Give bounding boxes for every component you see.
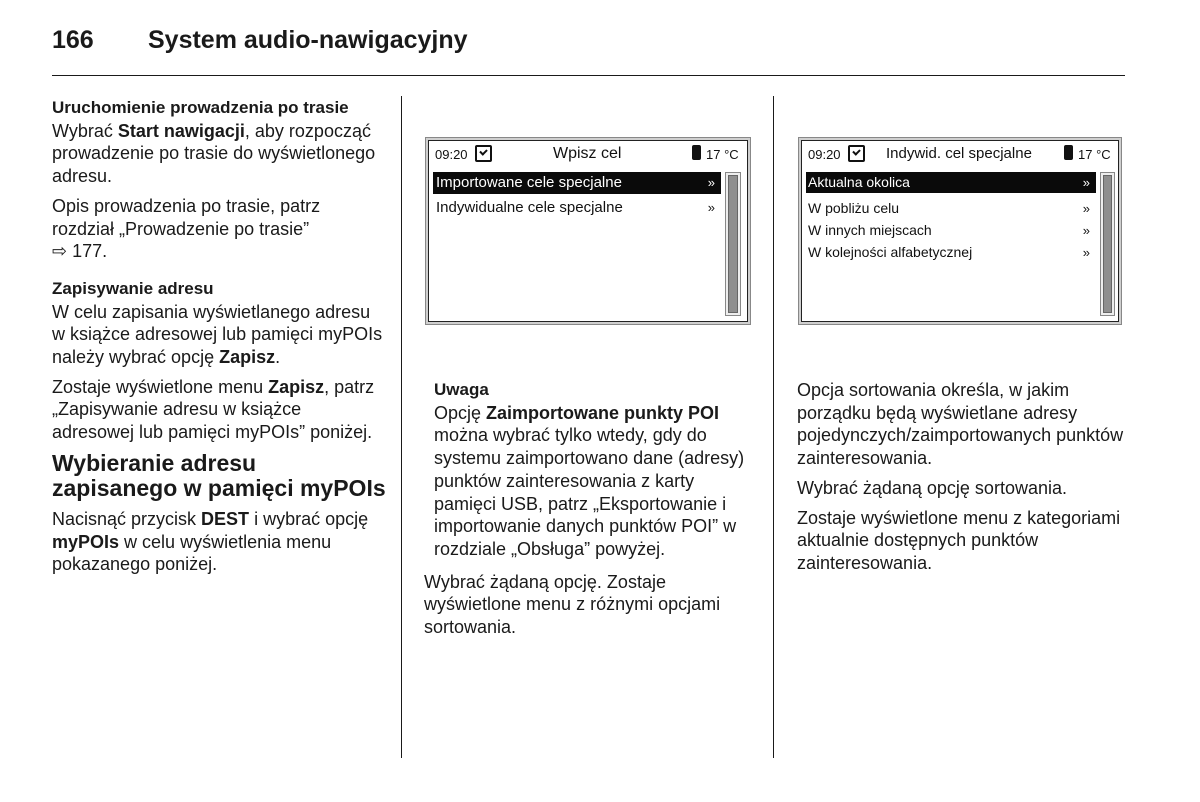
screen-status-bar — [429, 141, 747, 167]
page-title: System audio-nawigacyjny — [148, 26, 468, 54]
screen-title: Indywid. cel specjalne — [886, 145, 1032, 162]
menu-item-alfabetycznie[interactable] — [806, 242, 1096, 263]
menu-item-label: Indywidualne cele specjalne — [436, 199, 623, 216]
bold-term: myPOIs — [52, 531, 120, 552]
column-divider-2 — [773, 96, 774, 758]
column-2 — [424, 379, 759, 646]
menu-item-label: W kolejności alfabetycznej — [808, 244, 973, 260]
note-box — [424, 379, 759, 561]
paragraph-category-menu: Zostaje wyświetlone menu z kategoriami aktualnie dostępnych punktów zainteresowania. — [797, 507, 1121, 573]
screen-status-bar — [802, 141, 1118, 167]
column-divider-1 — [401, 96, 402, 758]
menu-item-label: W innych miejscach — [808, 222, 932, 238]
scrollbar-thumb[interactable] — [728, 175, 738, 313]
scrollbar[interactable] — [725, 172, 741, 316]
menu-item-label: Aktualna okolica — [808, 174, 910, 190]
chevron-right-icon: » — [1082, 245, 1090, 260]
text: Opcję — [434, 402, 487, 423]
text: Zostaje wyświetlone menu — [52, 376, 269, 397]
text: . — [275, 347, 281, 368]
bold-term: Start nawigacji — [117, 120, 245, 141]
page-header — [52, 26, 468, 55]
paragraph-save — [52, 301, 387, 369]
text: można wybrać tylko wtedy, gdy do systemu zaimportowano dane (adresy) punktów zainteresowania z karty pamięci USB, patrz „Eksportowanie i importowanie danych punktów POI” w rozdziale „Obsługa” powyżej. — [434, 425, 745, 559]
column-1 — [52, 97, 387, 583]
chevron-right-icon: » — [1082, 175, 1090, 190]
menu-item-indywidualne[interactable] — [433, 197, 721, 219]
scrollbar[interactable] — [1100, 172, 1115, 316]
note-text — [434, 402, 759, 561]
text: , patrz „Zapisywanie adresu w książce adresowej lub pamięci myPOIs” poniżej. — [52, 376, 375, 443]
bold-term: Zapisz — [219, 347, 276, 368]
bold-term: DEST — [201, 508, 250, 529]
screen-indywid-cel — [801, 140, 1119, 322]
chevron-right-icon: » — [707, 175, 715, 190]
paragraph-route-reference — [52, 195, 387, 263]
thermometer-icon — [1064, 145, 1073, 160]
text: i wybrać opcję — [249, 508, 369, 529]
screen-title: Wpisz cel — [553, 145, 622, 162]
text: W celu zapisania wyświetlanego adresu w książce adresowej lub pamięci myPOIs należy wybrać opcję — [52, 301, 383, 368]
screen-temperature: 17 °C — [1078, 147, 1111, 162]
page-reference: 177. — [72, 241, 108, 262]
chevron-right-icon: » — [1082, 223, 1090, 238]
clock-icon — [475, 145, 492, 162]
screen-temperature: 17 °C — [706, 147, 739, 162]
paragraph-select-option: Wybrać żądaną opcję. Zostaje wyświetlone menu z różnymi opcjami sortowania. — [424, 571, 721, 638]
chevron-right-icon: » — [707, 200, 715, 215]
thermometer-icon — [692, 145, 701, 160]
text: w celu wyświetlenia menu pokazanego poniżej. — [52, 531, 332, 575]
text: Nacisnąć przycisk — [52, 508, 202, 529]
header-rule — [52, 75, 1125, 76]
screen-wpisz-cel — [428, 140, 748, 322]
menu-item-label: Importowane cele specjalne — [436, 174, 622, 191]
text: Opis prowadzenia po trasie, patrz rozdział „Prowadzenie po trasie” — [52, 195, 321, 239]
menu-item-aktualna-okolica[interactable] — [806, 172, 1096, 193]
menu-item-w-poblizu[interactable] — [806, 198, 1096, 219]
screen-time: 09:20 — [435, 147, 468, 162]
paragraph-select-sort: Wybrać żądaną opcję sortowania. — [797, 477, 1067, 498]
heading-mypois: Wybieranie adresu zapisanego w pamięci myPOIs — [52, 449, 386, 501]
bold-term: Zapisz — [268, 376, 325, 397]
text: Wybrać — [52, 120, 118, 141]
menu-item-importowane[interactable] — [433, 172, 721, 194]
heading-route-guidance: Uruchomienie prowadzenia po trasie — [52, 98, 349, 117]
paragraph-save-menu — [52, 376, 387, 444]
page-number: 166 — [52, 26, 94, 54]
chevron-right-icon: » — [1082, 201, 1090, 216]
bold-term: Zaimportowane punkty POI — [486, 402, 720, 423]
column-3 — [797, 379, 1125, 582]
heading-save-address: Zapisywanie adresu — [52, 278, 214, 298]
menu-item-label: W pobliżu celu — [808, 200, 900, 216]
clock-icon — [848, 145, 865, 162]
note-title: Uwaga — [434, 380, 489, 399]
screen-time: 09:20 — [808, 147, 841, 162]
menu-item-w-innych[interactable] — [806, 220, 1096, 241]
scrollbar-thumb[interactable] — [1103, 175, 1112, 313]
paragraph-dest — [52, 508, 387, 576]
arrow-right-icon: ⇨ — [52, 241, 68, 262]
paragraph-sort-description: Opcja sortowania określa, w jakim porządku będą wyświetlane adresy pojedynczych/zaimportowanych punktów zainteresowania. — [797, 380, 1124, 469]
paragraph-start-navigation — [52, 120, 387, 188]
text: , aby rozpocząć prowadzenie po trasie do wyświetlonego adresu. — [52, 120, 376, 187]
